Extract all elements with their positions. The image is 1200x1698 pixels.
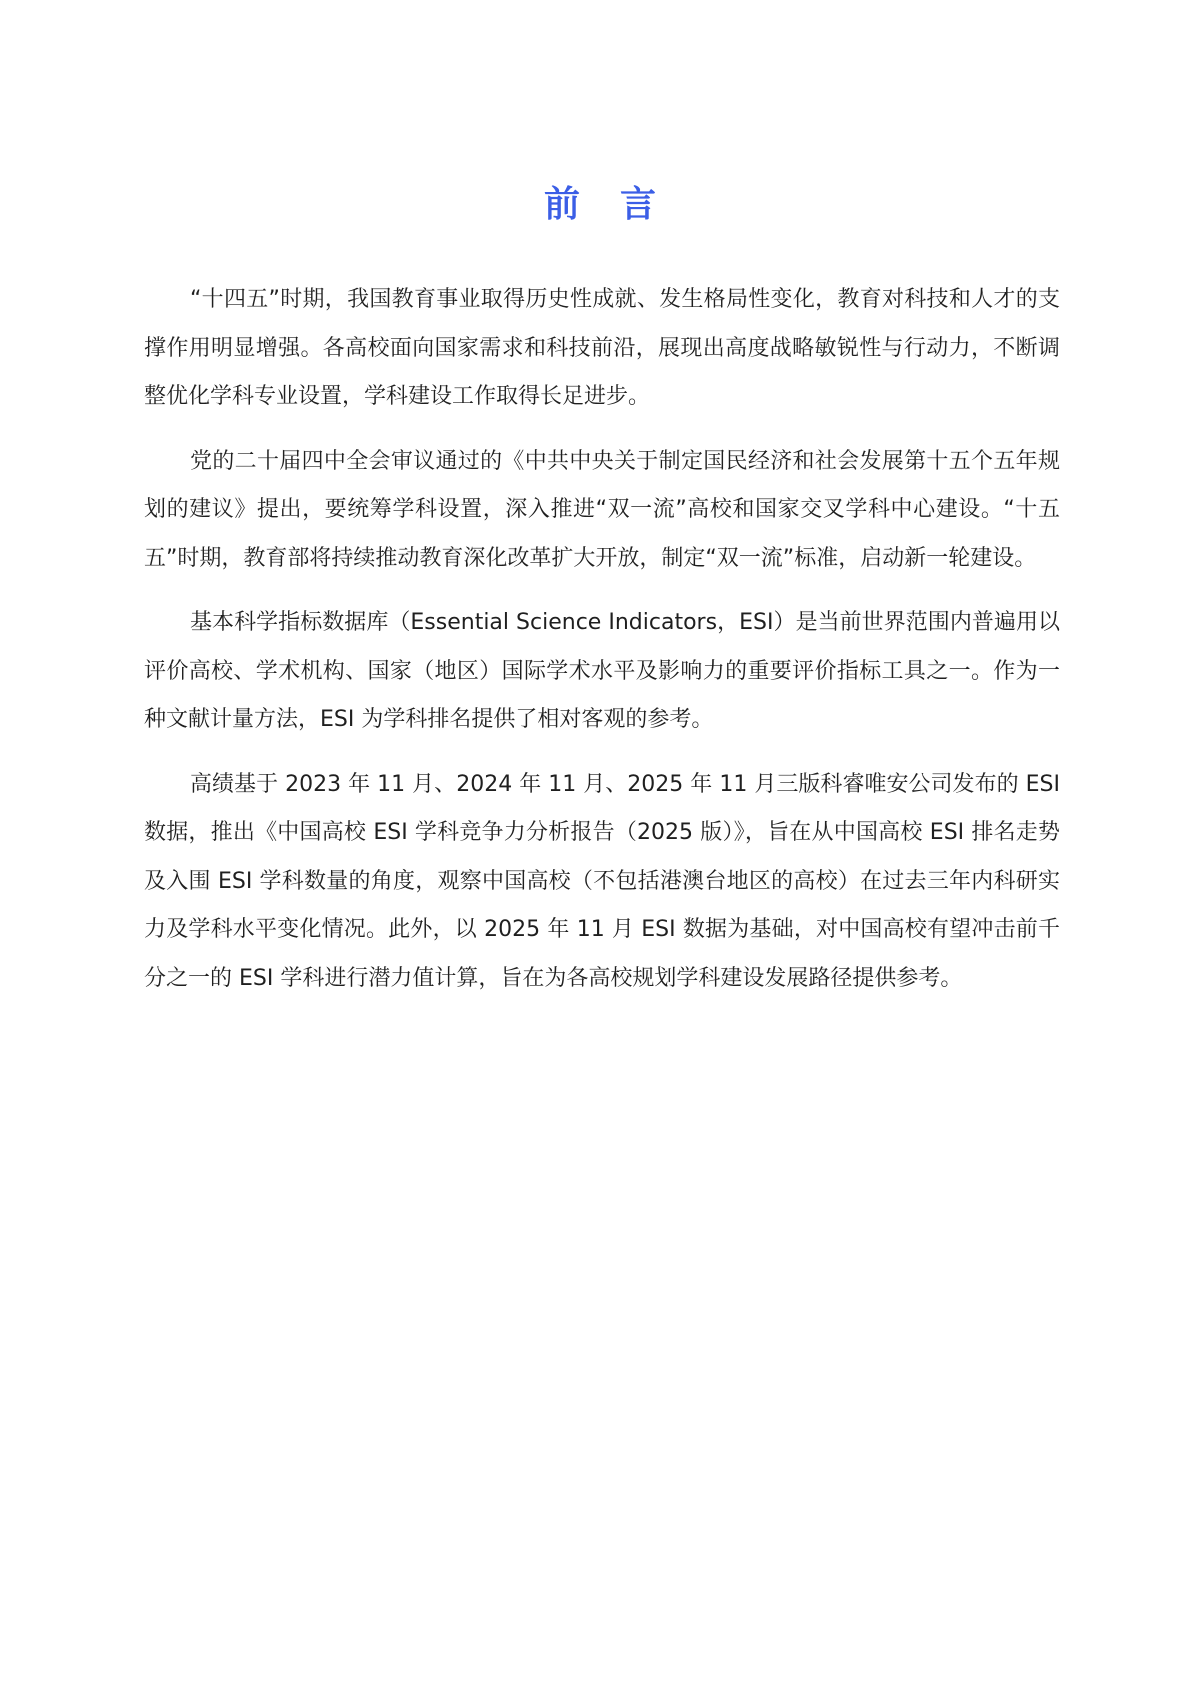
title-char-1: 前 xyxy=(543,184,580,225)
paragraph-1: “十四五”时期，我国教育事业取得历史性成就、发生格局性变化，教育对科技和人才的支撑作用明显增强。各高校面向国家需求和科技前沿，展现出高度战略敏锐性与行动力，不断调整优化学科专业设置，学科建设工作取得长足进步。 xyxy=(144,287,1060,409)
preface-body xyxy=(144,276,1060,1019)
paragraph-3: 基本科学指标数据库（Essential Science Indicators，ESI）是当前世界范围内普遍用以评价高校、学术机构、国家（地区）国际学术水平及影响力的重要评价指标工具之一。作为一种文献计量方法，ESI 为学科排名提供了相对客观的参考。 xyxy=(144,610,1060,732)
title-char-2: 言 xyxy=(620,184,657,225)
paragraph-4: 高绩基于 2023 年 11 月、2024 年 11 月、2025 年 11 月三版科睿唯安公司发布的 ESI 数据，推出《中国高校 ESI 学科竞争力分析报告（2025 版）》，旨在从中国高校 ESI 排名走势及入围 ESI 学科数量的角度，观察中国高校（不包括港澳台地区的高校）在过去三年内科研实力及学科水平变化情况。此外，以 2025 年 11 月 ESI 数据为基础，对中国高校有望冲击前千分之一的 ESI 学科进行潜力值计算，旨在为各高校规划学科建设发展路径提供参考。 xyxy=(144,771,1060,991)
page-title xyxy=(0,180,1200,230)
paragraph-2: 党的二十届四中全会审议通过的《中共中央关于制定国民经济和社会发展第十五个五年规划的建议》提出，要统筹学科设置，深入推进“双一流”高校和国家交叉学科中心建设。“十五五”时期，教育部将持续推动教育深化改革扩大开放，制定“双一流”标准，启动新一轮建设。 xyxy=(144,448,1060,571)
